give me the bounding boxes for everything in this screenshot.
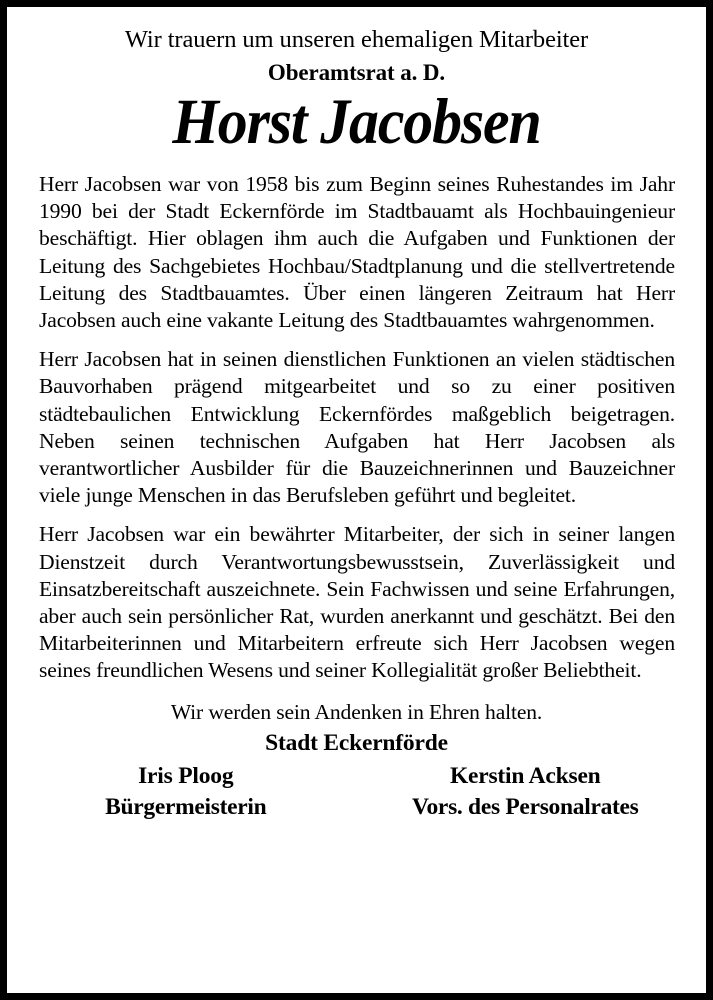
mourning-line: Wir trauern um unseren ehemaligen Mitarbeiter (124, 26, 589, 53)
rank-title: Oberamtsrat a. D. (267, 60, 446, 85)
body-paragraph: Herr Jacobsen hat in seinen dienstlichen Funktionen an vielen städtischen Bauvorhaben prägend mitgearbeitet und so zu einer positiven städtebaulichen Entwicklung Eckernfördes maßgeblich beigetragen. Neben seinen technischen Aufgaben hat Herr Jacobsen als verantwortlicher Ausbilder für die Bauzeichnerinnen und Bauzeichner viele junge Menschen in das Berufsleben geführt und begleitet. (39, 347, 675, 508)
notice-inner (7, 7, 706, 993)
signatory-name: Kerstin Acksen (449, 762, 601, 789)
notice-body (37, 171, 676, 685)
signatory-role: Bürgermeisterin (105, 793, 267, 820)
signatory-role: Vors. des Personalrates (411, 793, 639, 820)
notice-closing (37, 699, 676, 823)
body-paragraph: Herr Jacobsen war ein bewährter Mitarbeiter, der sich in seiner langen Dienstzeit durch Verantwortungsbewusstsein, Zuverlässigkeit und Einsatzbereitschaft auszeichnete. Sein Fachwissen und seine Erfahrungen, aber auch sein persönlicher Rat, wurden anerkannt und geschätzt. Bei den Mitarbeiterinnen und Mitarbeitern erfreute sich Herr Jacobsen wegen seines freundlichen Wesens und seiner Kollegialität großer Beliebtheit. (39, 522, 675, 683)
signatory-entry (37, 761, 357, 823)
notice-header (37, 25, 676, 157)
organization-name: Stadt Eckernförde (265, 729, 448, 756)
signatory-list (37, 761, 676, 823)
farewell-line: Wir werden sein Andenken in Ehren halten. (170, 699, 543, 724)
body-paragraph: Herr Jacobsen war von 1958 bis zum Beginn seines Ruhestandes im Jahr 1990 bei der Stadt Eckernförde im Stadtbauamt als Hochbauingenieur beschäftigt. Hier oblagen ihm auch die Aufgaben und Funktionen der Leitung des Sachgebietes Hochbau/Stadtplanung und die stellvertretende Leitung des Stadtbauamtes. Über einen längeren Zeitraum hat Herr Jacobsen auch eine vakante Leitung des Stadtbauamtes wahrgenommen. (39, 172, 675, 333)
signatory-entry (357, 761, 677, 823)
deceased-name: Horst Jacobsen (172, 86, 541, 158)
signatory-name: Iris Ploog (138, 762, 234, 789)
